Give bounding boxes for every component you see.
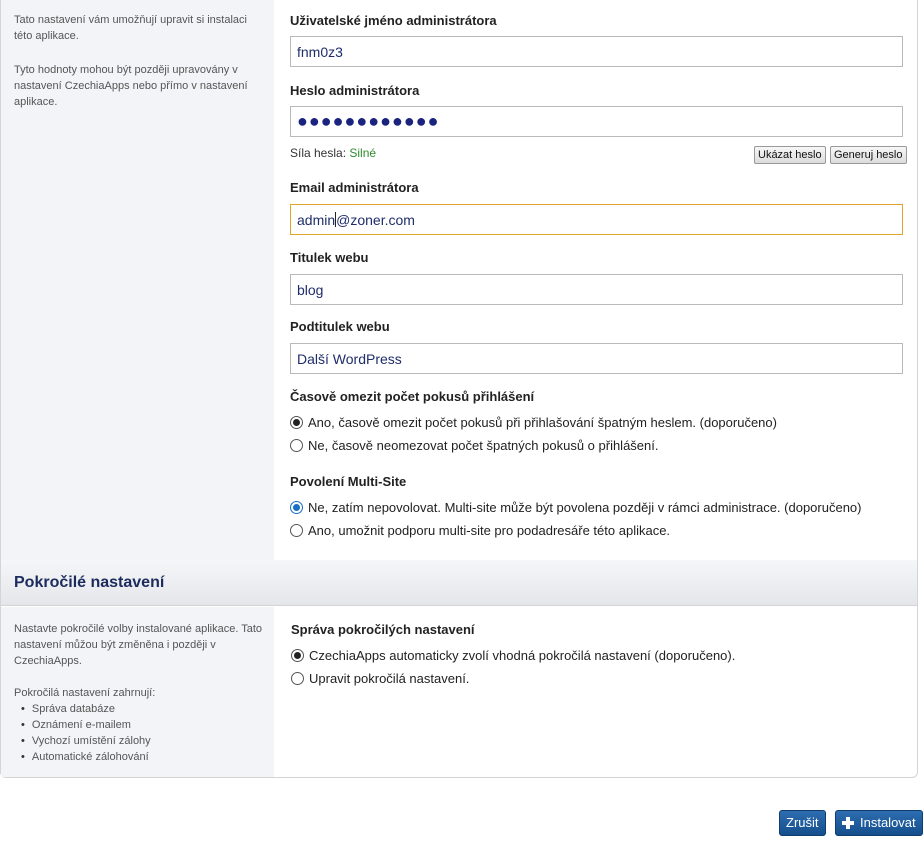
radio-checked-icon[interactable] — [291, 649, 304, 662]
radio-checked-icon[interactable] — [290, 416, 303, 429]
generate-password-button[interactable]: Generuj heslo — [830, 146, 907, 164]
advanced-option-custom[interactable] — [291, 670, 469, 686]
radio-unchecked-icon[interactable] — [290, 439, 303, 452]
admin-email-label: Email administrátora — [290, 180, 419, 195]
multisite-option-yes[interactable] — [290, 522, 670, 538]
sidebar-intro-text: Tato nastavení vám umožňují upravit si instalaci této aplikace. — [14, 14, 247, 42]
site-title-input[interactable]: blog — [290, 274, 903, 305]
multisite-option-no[interactable] — [290, 499, 861, 515]
list-item: • Správa databáze — [21, 701, 151, 717]
radio-unchecked-icon[interactable] — [290, 524, 303, 537]
admin-email-input[interactable] — [290, 204, 903, 235]
settings-sidebar — [1, 0, 274, 560]
radio-unchecked-icon[interactable] — [291, 672, 304, 685]
advanced-sidebar-text: Nastavte pokročilé volby instalované aplikace. Tato nastavení můžou být změněna i později v CzechiaApps. — [14, 623, 263, 667]
advanced-includes-list — [21, 701, 151, 765]
plus-icon — [842, 817, 854, 829]
multisite-option-yes-label: Ano, umožnit podporu multi-site pro podadresáře této aplikace. — [308, 522, 671, 538]
radio-checked-icon[interactable] — [290, 501, 303, 514]
site-subtitle-label: Podtitulek webu — [290, 319, 390, 334]
list-item: • Oznámení e-mailem — [21, 717, 151, 733]
advanced-settings-header — [1, 560, 917, 606]
list-item: • Vychozí umístění zálohy — [21, 733, 151, 749]
advanced-settings-panel — [0, 560, 918, 778]
sidebar-note-text: Tyto hodnoty mohou být později upravovány v nastavení CzechiaApps nebo přímo v nastavení aplikace. — [14, 64, 248, 108]
advanced-option-auto[interactable] — [291, 647, 735, 663]
admin-email-value-end: @zoner.com — [336, 212, 415, 228]
admin-password-label: Heslo administrátora — [290, 83, 420, 98]
advanced-includes-text: Pokročilá nastavení zahrnují: — [14, 687, 156, 699]
cancel-button[interactable] — [779, 810, 826, 836]
admin-username-label: Uživatelské jméno administrátora — [290, 13, 497, 28]
login-limit-option-yes[interactable] — [290, 414, 777, 430]
show-password-button[interactable]: Ukázat heslo — [754, 146, 826, 164]
password-strength-label: Síla hesla: — [290, 146, 347, 160]
admin-email-value-start: admin — [297, 212, 336, 228]
multisite-option-no-label: Ne, zatím nepovolovat. Multi-site může být povolena později v rámci administrace. (doporučeno) — [308, 499, 862, 515]
site-subtitle-input[interactable]: Další WordPress — [290, 343, 903, 374]
advanced-management-label: Správa pokročilých nastavení — [291, 622, 475, 637]
advanced-option-custom-label: Upravit pokročilá nastavení. — [309, 670, 470, 686]
cancel-button-label: Zrušit — [786, 815, 819, 830]
admin-password-input[interactable]: ●●●●●●●●●●●● — [290, 106, 903, 137]
site-title-label: Titulek webu — [290, 250, 369, 265]
login-limit-option-no-label: Ne, časově neomezovat počet špatných pokusů o přihlášení. — [308, 437, 659, 453]
advanced-option-auto-label: CzechiaApps automaticky zvolí vhodná pokročilá nastavení (doporučeno). — [309, 647, 736, 663]
admin-username-input[interactable]: fnm0z3 — [290, 36, 903, 67]
multisite-label: Povolení Multi-Site — [290, 474, 407, 489]
login-limit-option-no[interactable] — [290, 437, 659, 453]
login-limit-option-yes-label: Ano, časově omezit počet pokusů při přihlašování špatným heslem. (doporučeno) — [308, 414, 777, 430]
advanced-sidebar — [1, 607, 274, 777]
password-strength — [290, 146, 376, 160]
login-limit-label: Časově omezit počet pokusů přihlášení — [290, 389, 535, 404]
advanced-settings-heading: Pokročilé nastavení — [14, 574, 165, 591]
password-strength-value: Silné — [349, 146, 377, 160]
list-item: • Automatické zálohování — [21, 749, 151, 765]
install-button[interactable] — [835, 810, 923, 836]
install-button-label: Instalovat — [860, 815, 916, 830]
